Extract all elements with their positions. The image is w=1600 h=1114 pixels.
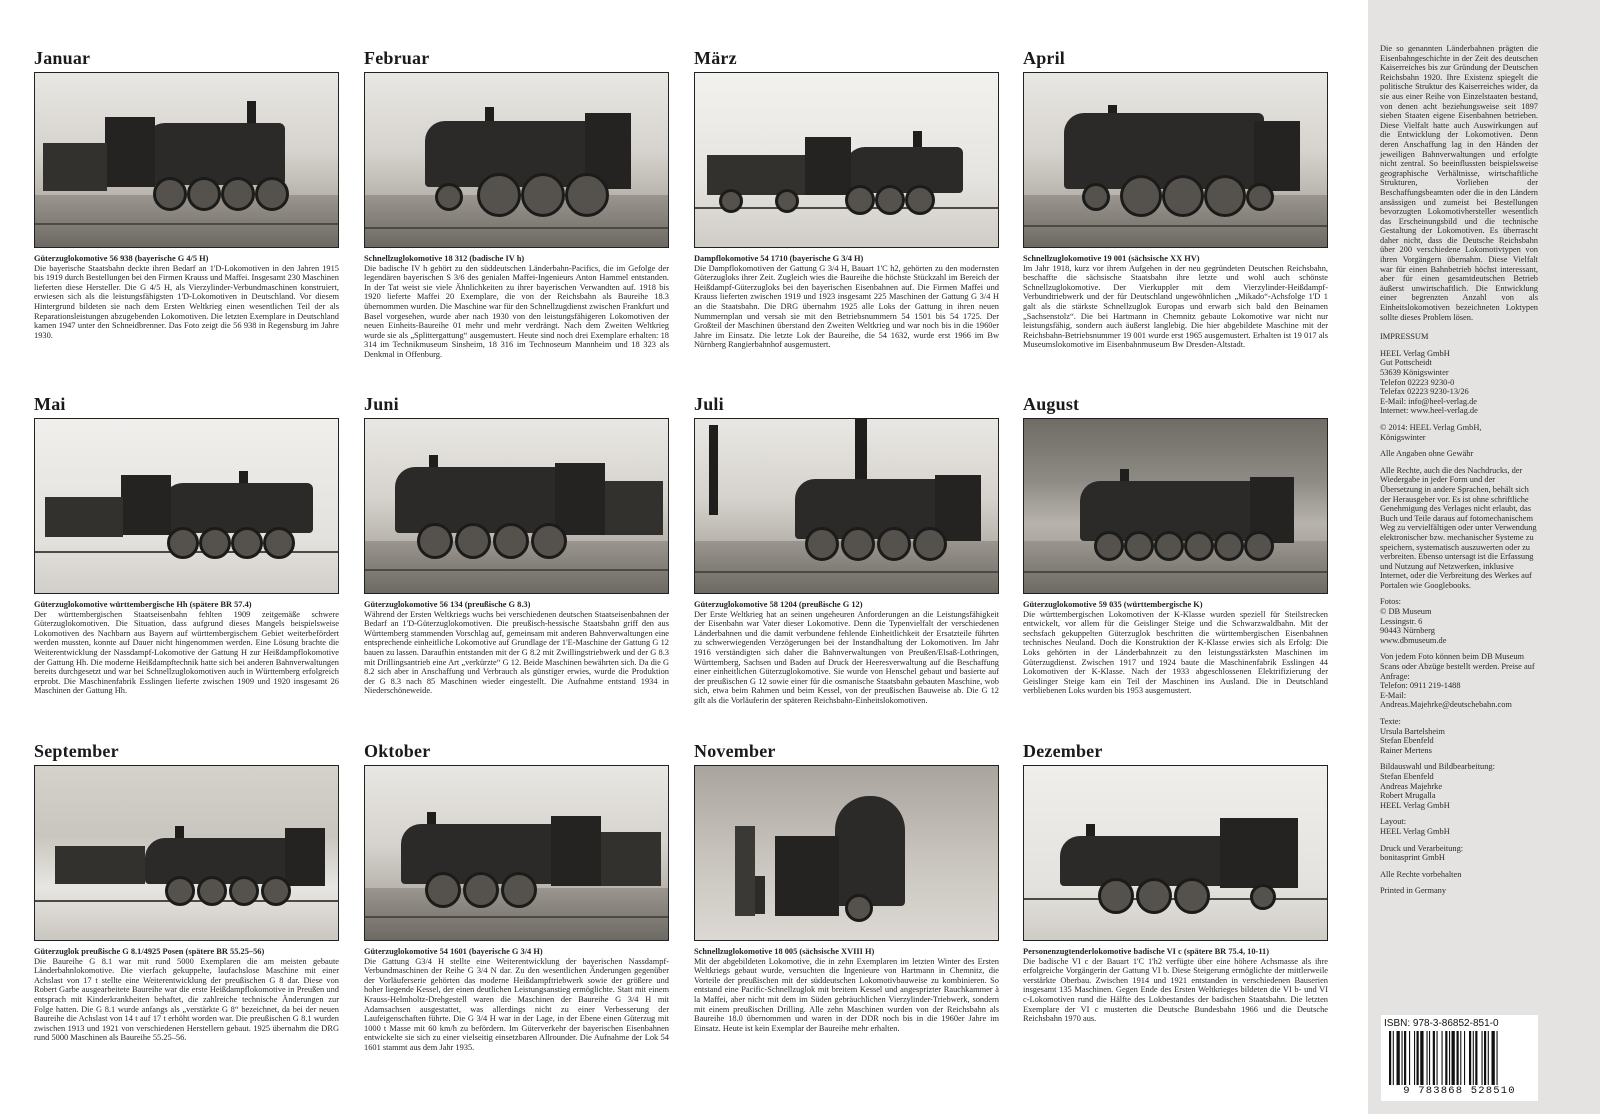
caption-title: Schnellzuglokomotive 18 005 (sächsische XVIII H): [694, 947, 875, 956]
month-title: Dezember: [1023, 741, 1103, 761]
barcode-icon: [1387, 1031, 1533, 1085]
locomotive-photo: [364, 765, 669, 941]
month-januar: [34, 48, 339, 340]
month-juli: [694, 394, 999, 706]
month-title: Juni: [364, 394, 399, 414]
photo-caption: [694, 947, 999, 1033]
month-title: Mai: [34, 394, 66, 414]
publisher-block: HEEL Verlag GmbH Gut Pottscheidt 53639 Königswinter Telefon 02223 9230-0 Telefax 02223 9230-13/26 E-Mail: info@heel-verlag.de Internet: www.heel-verlag.de: [1380, 348, 1478, 416]
month-title: Oktober: [364, 741, 431, 761]
sidebar-panel: [1368, 0, 1600, 1114]
photo-caption: [34, 947, 339, 1043]
month-mai: [34, 394, 339, 696]
layout-credit: Layout: HEEL Verlag GmbH: [1380, 817, 1450, 836]
locomotive-photo: [34, 765, 339, 941]
caption-title: Güterzuglokomotive württembergische Hh (spätere BR 57.4): [34, 600, 252, 609]
photo-caption: [1023, 254, 1328, 350]
photos-credit: Fotos: © DB Museum Lessingstr. 6 90443 Nürnberg www.dbmuseum.de: [1380, 597, 1447, 645]
locomotive-photo: [1023, 72, 1328, 248]
caption-text: Die bayerische Staatsbahn deckte ihren Bedarf an 1'D-Lokomotiven in den Jahren 1915 bis 1919 durch Bestellungen bei den Firmen Krauss und Maffei. Insgesamt 230 Maschinen lieferten diese Hersteller. Die G 4/5 H, als Vierzylinder-Verbundmaschinen konstruiert, erwiesen sich als die leistungsfähigsten 1'D-Lokomotiven in Deutschland. Vor diesem Hintergrund bildeten sie nach dem Ersten Weltkrieg einen wesentlichen Teil der als Reparationsleistungen abzugebenden Lokomotiven. Die letzten Exemplare in Deutschland kamen 1947 unter den Schneidbrenner. Das Foto zeigt die 56 938 in Regensburg im Jahre 1930.: [34, 263, 339, 340]
locomotive-photo: [694, 72, 999, 248]
caption-text: Der württembergischen Staatseisenbahn fehlten 1909 zeitgemäße schwere Güterzuglokomotiven. Die Situation, dass aufgrund dieses Mangels beispielsweise Lokomotiven des Nachbarn aus Bayern auf württembergischem Gebiet weiterbefördert werden mussten, konnte auf Dauer nicht hingenommen werden. Eine Lösung brachte die Weiterentwicklung der Nassdampf-Lokomotive der Gattung H zur Heißdampflokomotive der Gattung Hh. Die moderne Heißdampftechnik hatte sich bei anderen Bahnverwaltungen bereits durchgesetzt und war bei Schnellzuglokomotiven auch in Württemberg erfolgreich erprobt. Die Maschinenfabrik Esslingen lieferte zwischen 1909 und 1920 insgesamt 26 Maschinen der Gattung Hh.: [34, 609, 339, 696]
caption-title: Güterzuglokomotive 59 035 (württembergische K): [1023, 600, 1203, 609]
caption-text: Mit der abgebildeten Lokomotive, die in zehn Exemplaren im letzten Winter des Ersten Weltkriegs gebaut wurde, versuchten die Ingenieure von Hartmann in Chemnitz, die Vorteile der preußischen mit der süddeutschen Lokomotivbauweise zu kombinieren. So entstand eine Pacific-Schnellzuglok mit breitem Kessel und angesprizter Rauchkammer à la Maffei, aber nicht mit dem im Süden gebräuchlichen Vierzylinder-Triebwerk, sondern mit einem preußischen Drilling. Alle zehn Maschinen wurden von der Reichsbahn als Baureihe 18.0 übernommen und waren in der DDR noch bis in die 1960er Jahre im Einsatz. Heute ist kein Exemplar der Baureihe mehr erhalten.: [694, 956, 999, 1033]
caption-text: Die württembergischen Lokomotiven der K-Klasse wurden speziell für Steilstrecken entwickelt, vor allem für die Geislinger Steige und die Schwarzwaldbahn. Mit der sechsfach gekuppelten Güterzuglok beschritten die württembergischen Eisenbahnen technisches Neuland. Doch die Konstruktion der K-Klasse erwies sich als Erfolg: Die Loks gehörten in der Länderbahnzeit zu den leistungsstärksten Maschinen im Güterzugdienst. Zwischen 1917 und 1924 baute die Maschinenfabrik Esslingen 44 Lokomotiven der K-Klasse. Nach der 1933 abgeschlossenen Elektrifizierung der Geislinger Steige kam ein Teil der Maschinen ins Ausland. Die in Deutschland verbliebenen Loks wurden bis 1953 ausgemustert.: [1023, 609, 1328, 696]
photo-caption: [694, 600, 999, 706]
caption-title: Güterzuglokomotive 56 938 (bayerische G 4/5 H): [34, 254, 209, 263]
rights-text: Alle Rechte, auch die des Nachdrucks, der Wiedergabe in jeder Form und der Übersetzung in andere Sprachen, behält sich der Herausgeber vor. Es ist ohne schriftliche Genehmigung des Verlages nicht erlaubt, das Buch und Teile daraus auf fotomechanischem Weg zu vervielfältigen oder unter Verwendung elektronischer bzw. mechanischer Systeme zu speichern, systematisch auszuwerten oder zu verbreiten. Ebenso untersagt ist die Erfassung und Nutzung auf Netzwerken, inklusive Internet, oder die Verbreitung des Werkes auf Portalen wie Googlebooks.: [1380, 465, 1537, 590]
photo-caption: [1023, 600, 1328, 696]
locomotive-photo: [694, 765, 999, 941]
month-title: Juli: [694, 394, 724, 414]
caption-title: Dampflokomotive 54 1710 (bayerische G 3/4 H): [694, 254, 864, 263]
month-juni: [364, 394, 669, 696]
disclaimer-text: Alle Angaben ohne Gewähr: [1380, 449, 1474, 459]
barcode-number: 9 783868 528510: [1403, 1085, 1516, 1097]
locomotive-photo: [1023, 765, 1328, 941]
copyright-block: © 2014: HEEL Verlag GmbH, Königswinter: [1380, 422, 1482, 442]
month-title: November: [694, 741, 776, 761]
caption-title: Personenzugtenderlokomotive badische VI c (spätere BR 75.4, 10-11): [1023, 947, 1270, 956]
intro-text: Die so genannten Länderbahnen prägten die Eisenbahngeschichte in der Zeit des deutschen Kaiserreiches bis zur Gründung der Deutschen Reichsbahn 1920. Ihre Existenz spiegelt die politische Struktur des Kaiserreiches wider, da sie aus einer Reihe von Einzelstaaten bestand, von denen acht beziehungsweise seit 1897 sieben Staaten eigene Eisenbahnen betrieben. Diese Vielfalt hatte auch Auswirkungen auf die Entwicklung der Lokomotiven. Denn deren Anschaffung lag in den Händen der jeweiligen Bahnverwaltungen und erfolgte nicht zentral. So beeinflussten beispielsweise geographische Verhältnisse, wirtschaftliche Strukturen, Vorlieben der Beschaffungsbeamten oder die in den Ländern ansässigen und zumeist bei Bestellungen bevorzugten Lokomotivhersteller wesentlich das Erscheinungsbild und die technische Gestaltung der Lokomotiven. Es überrascht daher nicht, dass die Deutsche Reichsbahn über 200 verschiedene Lokomotivtypen von ihren Vorgängern übernahm. Diese Vielfalt war für einen Bahnbetrieb höchst interessant, aber für einen gesamtdeutschen Betrieb äußerst unwirtschaftlich. Die Entwicklung einer begrenzten Anzahl von als Einheitslokomotiven bezeichneten Loktypen sollte dieses Problem lösen.: [1380, 44, 1538, 322]
caption-text: Im Jahr 1918, kurz vor ihrem Aufgehen in der neu gegründeten Deutschen Reichsbahn, beschaffte die sächsische Staatsbahn ihre letzte und wohl auch schönste Schnellzuglokomotive. Der Vierkuppler mit dem Vierzylinder-Heißdampf-Verbundtriebwerk und der für Deutschland ungewöhnlichen „Mikado“-Achsfolge 1'D 1 galt als die stärkste Schnellzuglok Europas und erwarb sich bald den Beinamen „Sachsenstolz“. Die bei Hartmann in Chemnitz gebaute Lokomotive war nicht nur leistungsfähig, sondern auch äußerst langlebig. Die hier abgebildete Maschine mit der Reichsbahn-Betriebsnummer 19 001 wurde erst 1965 ausgemustert. Erhalten ist 19 017 als Museumslokomotive im Eisenbahnmuseum Bw Dresden-Altstadt.: [1023, 263, 1328, 350]
locomotive-photo: [694, 418, 999, 594]
month-dezember: [1023, 741, 1328, 1024]
caption-text: Während der Ersten Weltkriegs wuchs bei verschiedenen deutschen Staatseisenbahnen der Bedarf an 1'D-Güterzuglokomotiven. Die preußisch-hessische Staatsbahn griff den aus Württemberg stammenden Vorschlag auf, gemeinsam mit anderen Bahnverwaltungen eine entsprechende einheitliche Lokomotive auf Grundlage der 1'E-Maschine der Gattung G 12 bauen zu lassen. Daraufhin entstanden mit der G 8.2 mit Zwillingstriebwerk und der G 8.3 mit Drillingsantrieb eine Art „verkürzte“ G 12. Beide Maschinen bewährten sich. Da die G 8.2 sich aber in Anschaffung und Verbrauch als günstiger erwies, wurde die Produktion der G 8.3 nach 85 Maschinen wieder eingestellt. Die Aufnahme entstand 1934 in Niederschöneweide.: [364, 609, 669, 696]
isbn-label: ISBN: 978-3-86852-851-0: [1384, 1018, 1499, 1029]
isbn-barcode: [1381, 1015, 1538, 1101]
sidebar-content: [1380, 44, 1538, 903]
month-oktober: [364, 741, 669, 1053]
caption-title: Güterzuglokomotive 58 1204 (preußische G 12): [694, 600, 863, 609]
month-title: September: [34, 741, 119, 761]
photo-caption: [34, 600, 339, 696]
month-title: Februar: [364, 48, 430, 68]
month-title: März: [694, 48, 737, 68]
caption-text: Der Erste Weltkrieg hat an seinen ungeheuren Anforderungen an die Leistungsfähigkeit der Eisenbahn war Vater dieser Lokomotive. Denn die Typenvielfalt der verschiedenen Länderbahnen und die damit verbundene fehlende Einheitlichkeit der Ersatzteile führten zu schwerwiegenden Verzögerungen bei der Instandhaltung der Lokomotiven. Im Jahr 1916 verständigten sich daher die Bahnverwaltungen von Preußen/Elsaß-Lothringen, Württemberg, Sachsen und Baden auf Druck der Heeresverwaltung auf die Beschaffung einer einheitlichen Güterzuglokomotive. Sie wurde von Henschel gebaut und basierte auf der preußischen G 12 sowie einer für die osmanische Staatsbahn gebauten Maschine, wob sich, etwa beim Rahmen und beim Kessel, von der preußischen Bauweise ab. Die G 12 gilt als die Vorläuferin der späteren Reichsbahn-Einheitslokomotiven.: [694, 609, 999, 705]
caption-text: Die Gattung G3/4 H stellte eine Weiterentwicklung der bayerischen Nassdampf-Verbundmaschinen der Reihe G 3/4 N dar. Zu den wesentlichen Änderungen gegenüber der Vorläuferserie gehörten das moderne Heißdampftriebwerk sowie der größere und hoher liegende Kessel, der einen deutlichen Leistungsanstieg ermöglichte. Statt mit einem Krauss-Helmholtz-Drehgestell waren die Maschinen der Baureihe G 3/4 H mit Adamsachsen ausgestattet, was allerdings nicht zu einer Verbesserung der Laufeigenschaften führte. Die G 3/4 H war in der Lage, in der Ebene einen Güterzug mit 1000 t Masse mit 60 km/h zu befördern. Im Güterverkehr der bayerischen Eisenbahnen entwickelte sie sich zu einer vielseitig einsetzbaren Allrounder. Die Aufnahme der Lok 54 1601 stammt aus dem Jahr 1935.: [364, 956, 669, 1052]
photo-caption: [1023, 947, 1328, 1024]
month-title: Januar: [34, 48, 91, 68]
caption-title: Schnellzuglokomotive 19 001 (sächsische XX HV): [1023, 254, 1200, 263]
image-credit: Bildauswahl und Bildbearbeitung: Stefan Ebenfeld Andreas Majehrke Robert Mrugalla HEEL Verlag GmbH: [1380, 762, 1495, 810]
texts-credit: Texte: Ursula Bartelsheim Stefan Ebenfeld Rainer Mertens: [1380, 717, 1445, 755]
month-august: [1023, 394, 1328, 696]
caption-title: Güterzuglokomotive 54 1601 (bayerische G 3/4 H): [364, 947, 543, 956]
print-credit: Druck und Verarbeitung: bonitasprint GmbH: [1380, 843, 1464, 863]
locomotive-photo: [34, 72, 339, 248]
caption-title: Güterzuglok preußische G 8.1/4925 Posen (spätere BR 55.25–56): [34, 947, 265, 956]
month-november: [694, 741, 999, 1033]
caption-text: Die Baureihe G 8.1 war mit rund 5000 Exemplaren die am meisten gebaute Länderbahnlokomotive. Die vierfach gekuppelte, laufachslose Maschine mit einer Achslast von 17 t stellte eine Weiterentwicklung der preußischen G 8 dar. Diese von Robert Garbe ausgearbeitete Baureihe war die erste Heißdampflokomotive in Preußen und entsprach mit Kinderkrankheiten behaftet, die zahlreiche technische Änderungen zur Folge hatten. Die G 8.1 wurde anfangs als „verstärkte G 8“ bezeichnet, da bei der neuen Baureihe die Achslast von 14 t auf 17 t erhöht worden war. Die preußischen G 8.1 wurden zwischen 1913 und 1921 von verschiedenen Herstellern gebaut. 1925 übernahm die DRG rund 5000 Maschinen als Baureihe 55.25–56.: [34, 956, 339, 1043]
rights-reserved: Alle Rechte vorbehalten: [1380, 869, 1462, 879]
printed-in: Printed in Germany: [1380, 886, 1447, 896]
caption-text: Die badische IV h gehört zu den süddeutschen Länderbahn-Pacifics, die im Gefolge der legendären bayerischen S 3/6 des genialen Maffei-Ingenieurs Anton Hammel entstanden. In der Tat weist sie viele Ähnlichkeiten zu ihrer bayerischen Verwandten auf. 1918 bis 1920 lieferte Maffei 20 Exemplare, die von der Reichsbahn als Baureihe 18.3 übernommen wurden. Die Maschine war für den Schnellzugdienst zwischen Frankfurt und Basel vorgesehen, wurde aber nach 1930 von den leistungsfähigeren Lokomotiven der neuen Einheits-Baureihe 01 mehr und mehr verdrängt. Nach dem Zweiten Weltkrieg wurde sie als „Splittergattung“ ausgemustert. Heute sind noch drei Exemplare erhalten: 18 314 im Technikmuseum Sinsheim, 18 316 im Technoseum Mannheim und 18 323 als Denkmal in Offenburg.: [364, 263, 669, 359]
photo-caption: [694, 254, 999, 350]
month-title: April: [1023, 48, 1066, 68]
caption-title: Güterzuglokomotive 56 134 (preußische G 8.3): [364, 600, 531, 609]
photo-caption: [364, 600, 669, 696]
caption-title: Schnellzuglokomotive 18 312 (badische IV h): [364, 254, 525, 263]
month-title: August: [1023, 394, 1080, 414]
locomotive-photo: [34, 418, 339, 594]
caption-text: Die badische VI c der Bauart 1'C 1'h2 verfügte über eine höhere Achsmasse als ihre erfolgreiche Vorgängerin der Gattung VI b. Diese Steigerung ermöglichte der mittlerweile verstärkte Oberbau. Zwischen 1914 und 1921 entstanden in verschiedenen Bauserien insgesamt 135 Maschinen. Gegen Ende des Ersten Weltkrieges bildeten die VI b- und VI c-Lokomotiven rund die Hälfte des Lokbestandes der badischen Staatsbahn. Die letzten Exemplare der VI c musterten die Deutsche Bundesbahn 1966 und die Deutsche Reichsbahn 1970 aus.: [1023, 956, 1328, 1024]
month-september: [34, 741, 339, 1043]
photo-caption: [364, 254, 669, 360]
scans-info: Von jedem Foto können beim DB Museum Scans oder Abzüge bestellt werden. Preise auf Anfrage: Telefon: 0911 219-1488 E-Mail: Andreas.Majehrke@deutschebahn.com: [1380, 652, 1535, 710]
photo-caption: [34, 254, 339, 340]
locomotive-photo: [364, 418, 669, 594]
month-februar: [364, 48, 669, 360]
photo-caption: [364, 947, 669, 1053]
locomotive-photo: [364, 72, 669, 248]
caption-text: Die Dampflokomotiven der Gattung G 3/4 H, Bauart 1'C h2, gehörten zu den modernsten Güterzugloks ihrer Zeit. Zugleich wies die Baureihe die höchste Stückzahl im Bereich der Heißdampf-Güterzugloks bei den bayerischen Eisenbahnen auf. Die Firmen Maffei und Krauss lieferten zwischen 1919 und 1923 insgesamt 225 Maschinen der Gattung G 3/4 H an die Staatsbahn. Die DRG übernahm 1925 alle Loks der Gattung in ihren neuen Nummernplan und versah sie mit den Betriebsnummern 54 1501 bis 54 1725. Der Großteil der Maschinen überstand den Zweiten Weltkrieg und war noch bis in die 1960er Jahre im Einsatz. Die letzte Lok der Baureihe, die 54 1632, wurde erst 1966 im Bw Nürnberg Rangierbahnhof ausgemustert.: [694, 263, 999, 350]
impressum-heading: IMPRESSUM: [1380, 332, 1429, 342]
month-maerz: [694, 48, 999, 350]
month-april: [1023, 48, 1328, 350]
locomotive-photo: [1023, 418, 1328, 594]
